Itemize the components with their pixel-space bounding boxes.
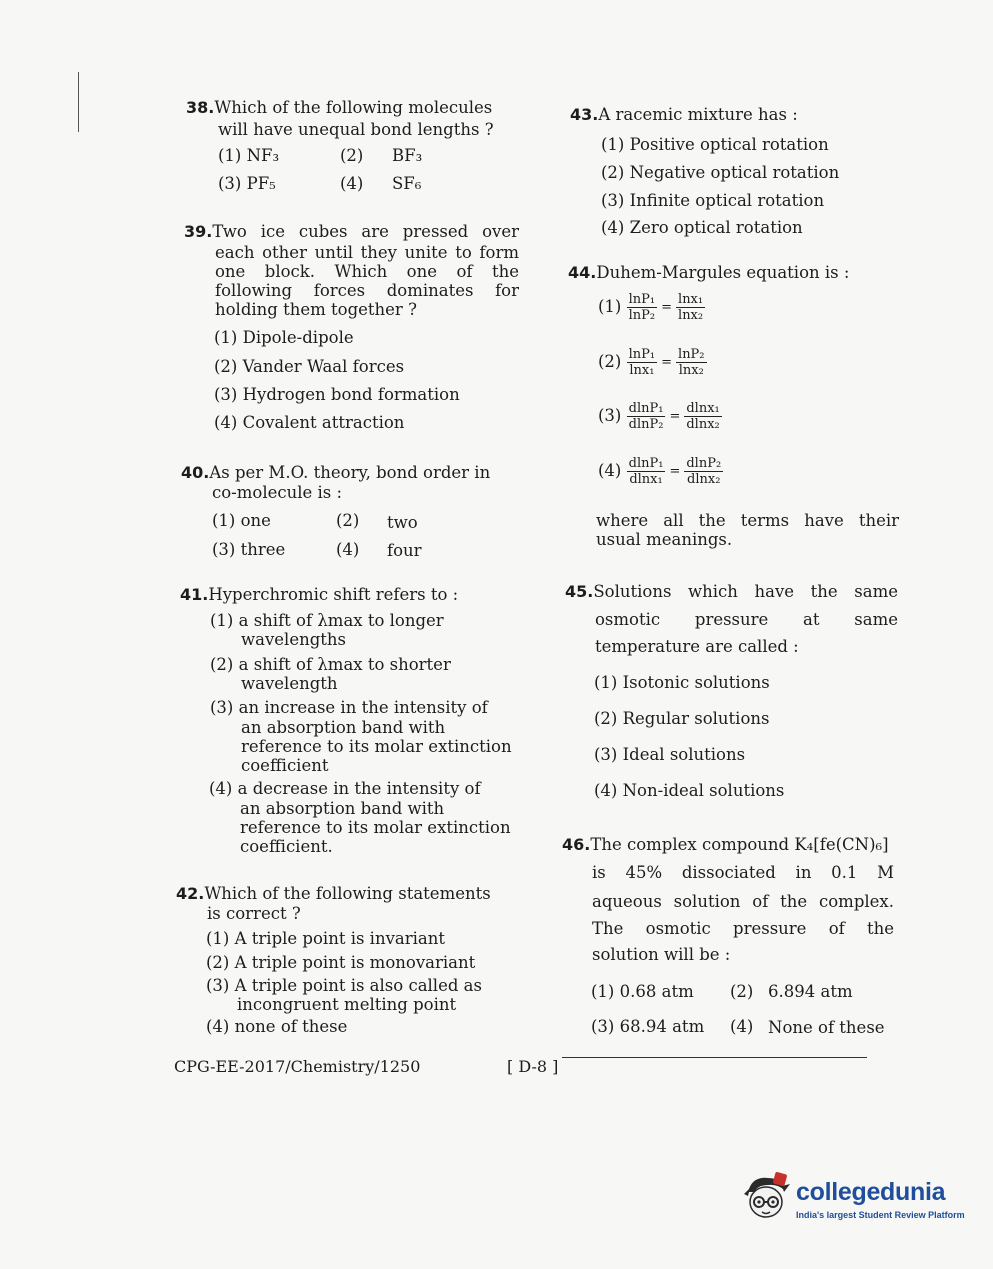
option-2: (2) Vander Waal forces: [214, 357, 405, 376]
option-3: (3) Hydrogen bond formation: [214, 385, 460, 404]
option-1: (1) Positive optical rotation: [601, 135, 829, 154]
equals-sign: =: [669, 409, 681, 424]
option-4-cont: reference to its molar extinction: [240, 818, 511, 837]
option-2: (2) Regular solutions: [594, 709, 770, 728]
option-2-label: (2): [730, 982, 754, 1001]
fraction: [684, 456, 723, 487]
page-edge-mark: [78, 72, 79, 132]
option-1: [598, 292, 705, 323]
option-3: (3) A triple point is also called as: [206, 976, 482, 995]
option-4: SF₆: [392, 174, 422, 193]
question-text: each other until they unite to form: [215, 243, 519, 262]
question-text: following forces dominates for: [215, 281, 519, 300]
option-3: (3) PF₅: [218, 174, 276, 193]
numerator: dlnx₁: [686, 401, 720, 416]
option-3: (3) Infinite optical rotation: [601, 191, 825, 210]
question-text: temperature are called :: [595, 637, 799, 656]
numerator: dlnP₁: [628, 401, 664, 416]
fraction: [676, 347, 707, 378]
question-note: where all the terms have their: [596, 511, 899, 530]
option-4: (4) none of these: [206, 1017, 348, 1036]
option-1: (1) a shift of λmax to longer: [210, 611, 444, 630]
question-text: Duhem-Margules equation is :: [596, 263, 850, 282]
option-1: (1) A triple point is invariant: [206, 929, 446, 948]
option-2-label: (2): [340, 146, 364, 165]
denominator: dlnP₂: [628, 417, 664, 432]
option-3-cont: reference to its molar extinction: [241, 737, 512, 756]
option-2: two: [387, 513, 418, 532]
numerator: dlnP₂: [686, 456, 722, 471]
option-3-label: (3): [598, 406, 622, 425]
mascot-icon: [738, 1170, 794, 1226]
fraction: [627, 456, 666, 487]
option-2-label: (2): [598, 352, 622, 371]
question-text: Which of the following statements: [204, 884, 491, 903]
question-text: will have unequal bond lengths ?: [218, 120, 494, 139]
equals-sign: =: [669, 464, 681, 479]
question-text: As per M.O. theory, bond order in: [209, 463, 491, 482]
option-4-cont: an absorption band with: [240, 799, 445, 818]
question-text: osmotic pressure at same: [595, 610, 898, 629]
footer-rule: [562, 1057, 867, 1058]
fraction: [627, 292, 658, 323]
option-1: (1) Dipole-dipole: [214, 328, 354, 347]
equals-sign: =: [661, 300, 673, 315]
question-number: 45.: [565, 582, 594, 601]
question-text: one block. Which one of the: [215, 262, 519, 281]
denominator: dlnx₂: [687, 472, 721, 487]
question-text: The osmotic pressure of the: [592, 919, 894, 938]
option-2: (2) Negative optical rotation: [601, 163, 840, 182]
option-4: (4) Non-ideal solutions: [594, 781, 785, 800]
option-3: (3) three: [212, 540, 286, 559]
denominator: lnx₂: [678, 308, 704, 323]
option-4-label: (4): [336, 540, 360, 559]
option-2-cont: wavelength: [241, 674, 338, 693]
option-2: (2) A triple point is monovariant: [206, 953, 476, 972]
option-4: None of these: [768, 1018, 885, 1037]
option-4: [598, 456, 723, 487]
option-1-cont: wavelengths: [241, 630, 347, 649]
question-number: 44.: [568, 263, 597, 282]
numerator: dlnP₁: [628, 456, 664, 471]
question-text: Hyperchromic shift refers to :: [208, 585, 459, 604]
question-text: aqueous solution of the complex.: [592, 892, 894, 911]
question-number: 46.: [562, 835, 591, 854]
option-3: (3) an increase in the intensity of: [210, 698, 488, 717]
question-text: The complex compound K₄[fe(CN)₆]: [590, 835, 889, 854]
option-3-cont: an absorption band with: [241, 718, 446, 737]
denominator: lnP₂: [628, 308, 656, 323]
option-3-cont: incongruent melting point: [237, 995, 457, 1014]
option-4: four: [387, 541, 422, 560]
denominator: lnx₁: [629, 363, 655, 378]
option-1: (1) one: [212, 511, 271, 530]
option-2: 6.894 atm: [768, 982, 853, 1001]
footer-code: CPG-EE-2017/Chemistry/1250: [174, 1057, 421, 1076]
question-note: usual meanings.: [596, 530, 733, 549]
fraction: [684, 401, 721, 432]
denominator: lnx₂: [678, 363, 704, 378]
denominator: dlnx₂: [686, 417, 720, 432]
question-number: 39.: [184, 222, 213, 241]
numerator: lnP₁: [628, 347, 656, 362]
question-text: co-molecule is :: [212, 483, 343, 502]
collegedunia-logo: [738, 1170, 968, 1230]
option-4-label: (4): [730, 1017, 754, 1036]
option-4-label: (4): [598, 461, 622, 480]
question-text: Solutions which have the same: [593, 582, 898, 601]
option-1-label: (1): [598, 297, 622, 316]
question-text: holding them together ?: [215, 300, 417, 319]
option-2-label: (2): [336, 511, 360, 530]
equals-sign: =: [661, 355, 673, 370]
option-4: (4) Zero optical rotation: [601, 218, 803, 237]
option-2: [598, 347, 707, 378]
option-3: (3) Ideal solutions: [594, 745, 746, 764]
option-2: BF₃: [392, 146, 423, 165]
option-3: (3) 68.94 atm: [591, 1017, 705, 1036]
option-1: (1) 0.68 atm: [591, 982, 694, 1001]
option-1: (1) NF₃: [218, 146, 280, 165]
option-2: (2) a shift of λmax to shorter: [210, 655, 451, 674]
question-text: Which of the following molecules: [214, 98, 493, 117]
fraction: [627, 401, 666, 432]
option-4: (4) a decrease in the intensity of: [209, 779, 481, 798]
numerator: lnP₂: [678, 347, 705, 362]
option-1: (1) Isotonic solutions: [594, 673, 770, 692]
question-number: 38.: [186, 98, 215, 117]
option-3-cont: coefficient: [241, 756, 329, 775]
numerator: lnP₁: [628, 292, 656, 307]
question-text: is correct ?: [207, 904, 301, 923]
question-number: 42.: [176, 884, 205, 903]
logo-tagline: India's largest Student Review Platform: [796, 1210, 965, 1220]
option-3: [598, 401, 722, 432]
option-4-label: (4): [340, 174, 364, 193]
fraction: [627, 347, 658, 378]
question-text: Two ice cubes are pressed over: [212, 222, 519, 241]
question-number: 43.: [570, 105, 599, 124]
question-number: 41.: [180, 585, 209, 604]
question-text: A racemic mixture has :: [598, 105, 798, 124]
numerator: lnx₁: [678, 292, 704, 307]
question-number: 40.: [181, 463, 210, 482]
option-4: (4) Covalent attraction: [214, 413, 405, 432]
logo-wordmark: collegedunia: [796, 1178, 946, 1206]
footer-page-number: [ D-8 ]: [507, 1057, 559, 1076]
denominator: dlnx₁: [629, 472, 663, 487]
question-text: is 45% dissociated in 0.1 M: [592, 863, 894, 882]
fraction: [676, 292, 705, 323]
option-4-cont: coefficient.: [240, 837, 333, 856]
question-text: solution will be :: [592, 945, 731, 964]
